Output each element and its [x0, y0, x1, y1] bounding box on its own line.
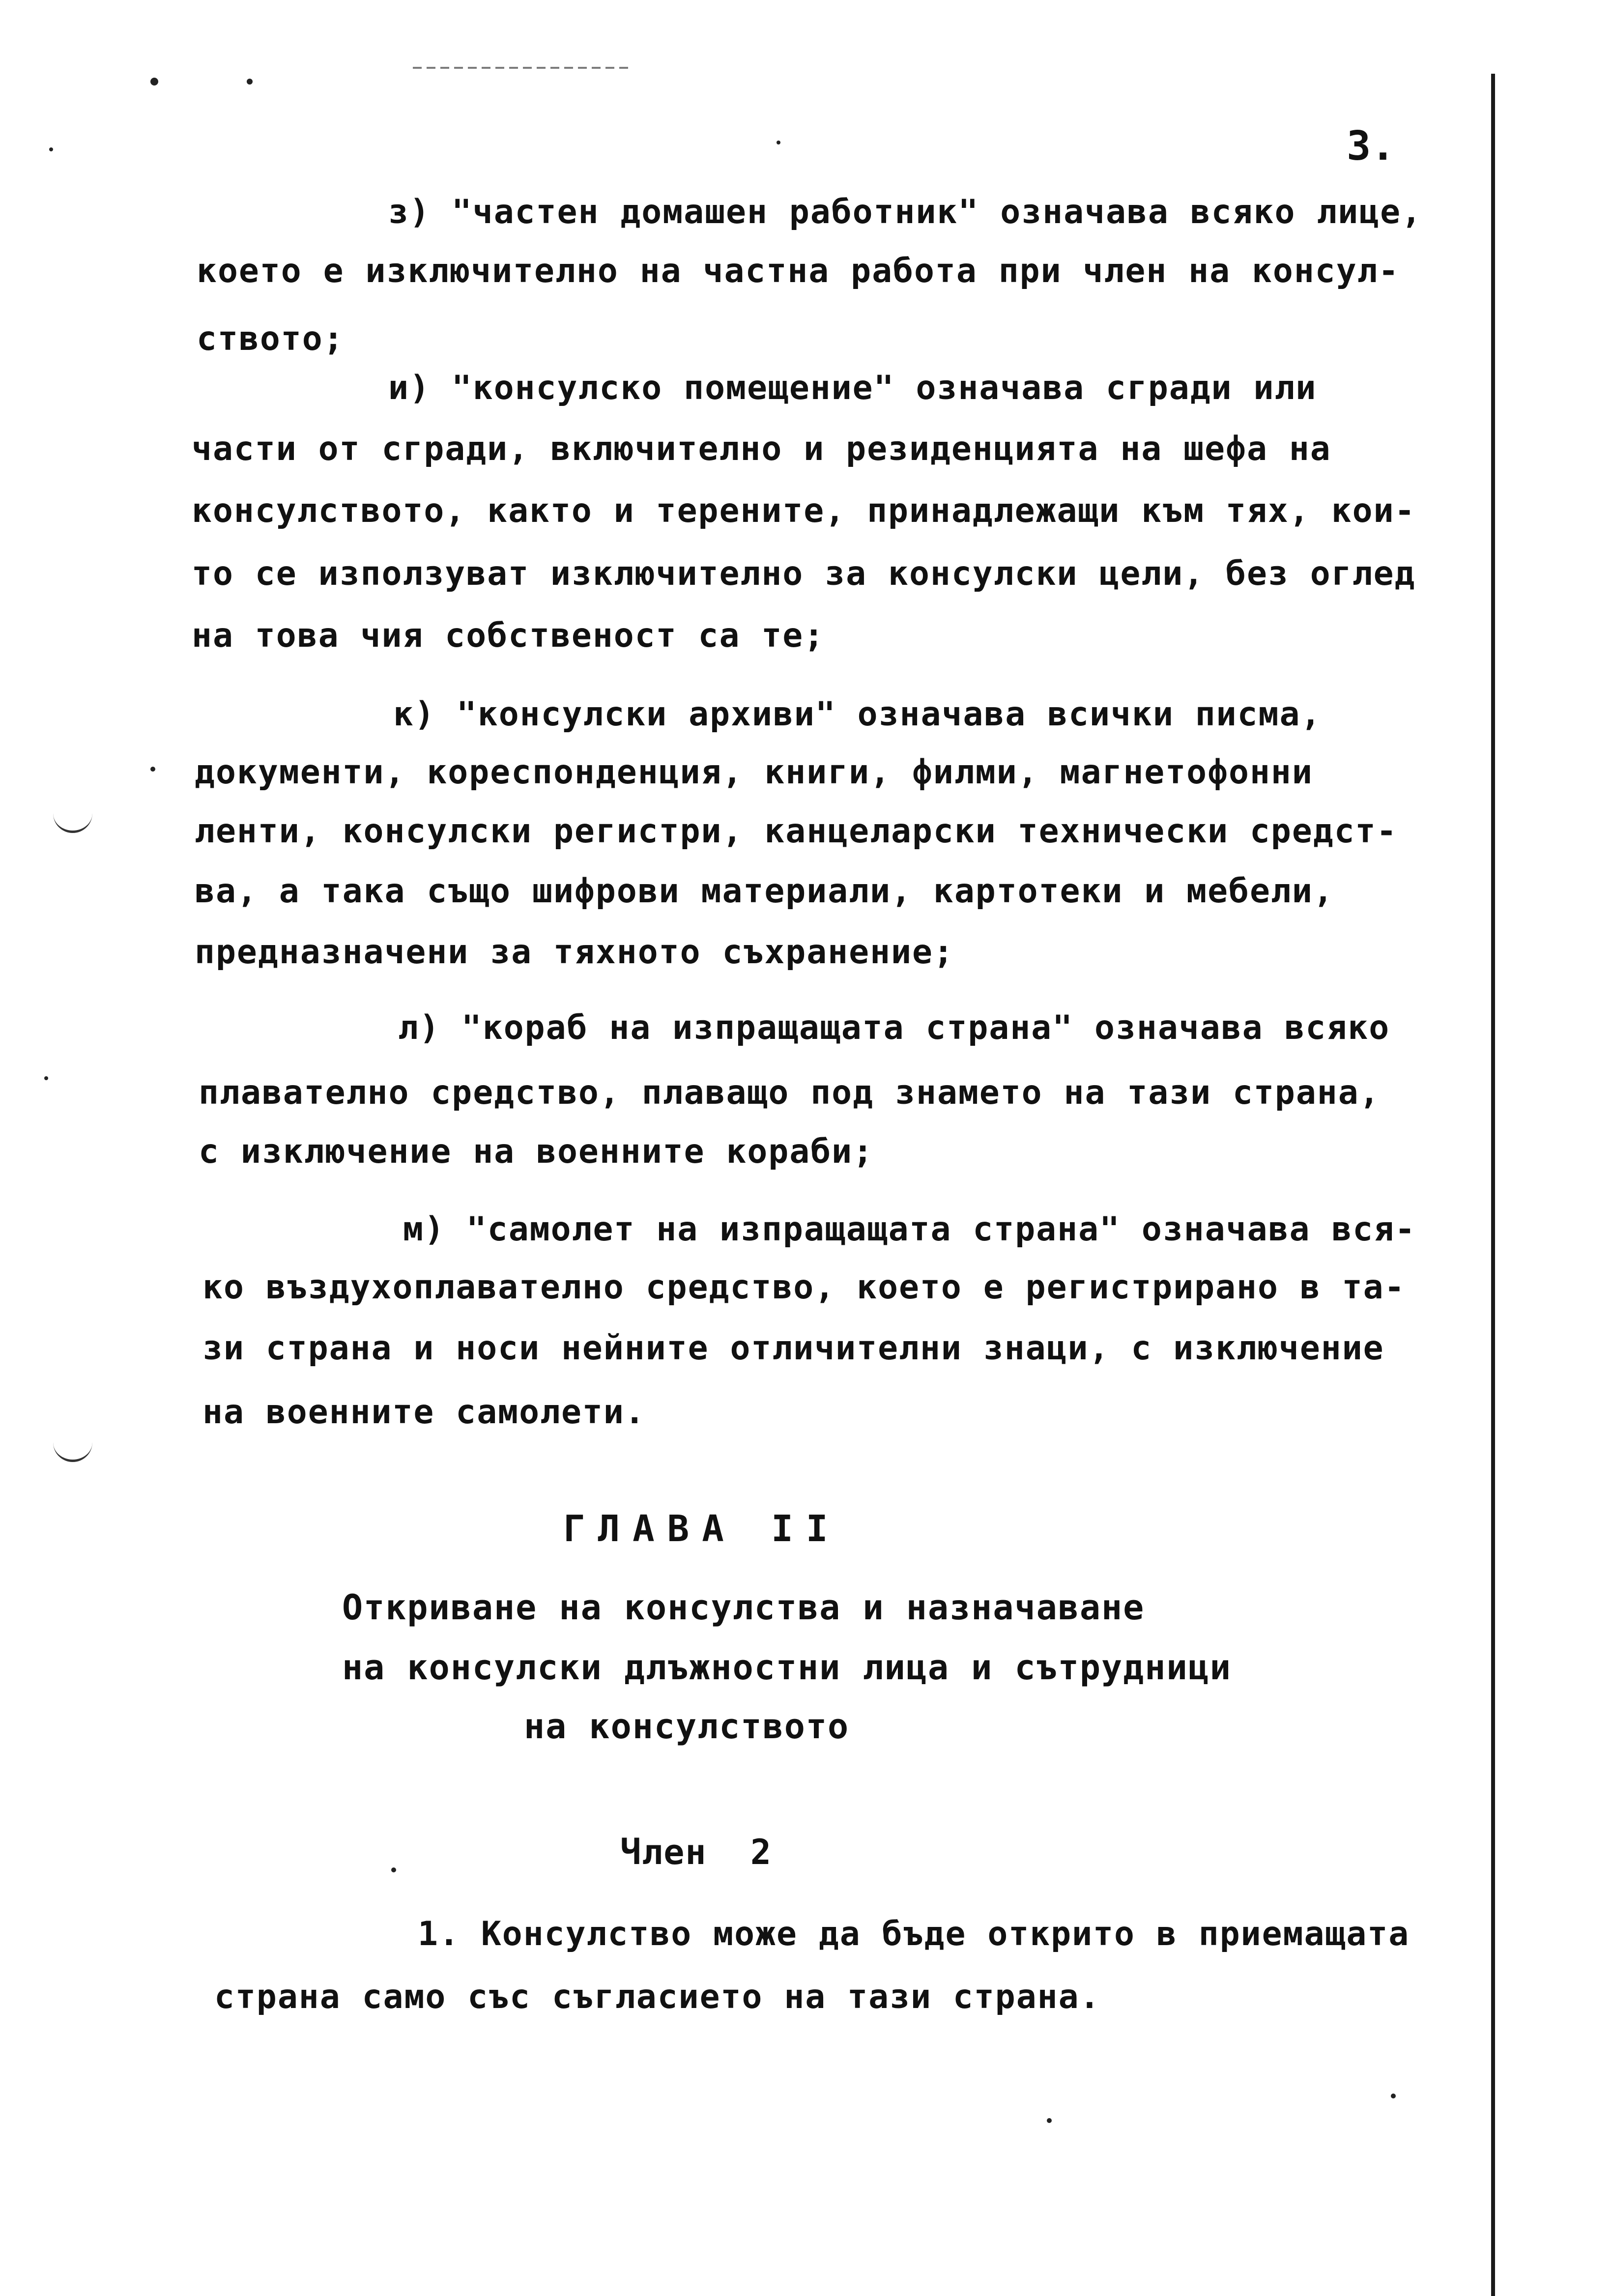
item-m-line-1: м) "самолет на изпращащата страна" означава вся- [403, 1210, 1416, 1249]
item-k-line-4: ва, а така също шифрови материали, картотеки и мебели, [195, 872, 1334, 911]
item-i-line-3: консулството, както и терените, принадлежащи към тях, кои- [192, 491, 1416, 530]
scan-speck [777, 141, 780, 144]
chapter-title: ГЛАВА II [563, 1508, 841, 1550]
article-paragraph-line-1: 1. Консулство може да бъде открито в приемащата [418, 1915, 1410, 1953]
chapter-subtitle-line-3: на консулството [524, 1706, 850, 1747]
scan-speck [44, 1076, 48, 1080]
item-z-line-3: ството; [197, 319, 345, 358]
scan-speck [49, 147, 53, 151]
item-k-line-1: к) "консулски архиви" означава всички писма, [393, 695, 1322, 734]
item-k-line-3: ленти, консулски регистри, канцеларски технически средст- [195, 812, 1398, 851]
scan-speck [391, 1867, 396, 1872]
chapter-subtitle-line-1: Откриване на консулства и назначаване [342, 1587, 1145, 1628]
item-i-line-2: части от сгради, включително и резиденцията на шефа на [192, 430, 1331, 468]
scan-speck [1047, 2118, 1052, 2123]
scan-speck [247, 79, 253, 85]
article-paragraph-line-2: страна само със съгласието на тази страна. [214, 1978, 1101, 2016]
scan-speck [1391, 2094, 1396, 2098]
item-i-line-4: то се използуват изключително за консулски цели, без оглед [192, 554, 1416, 593]
item-i-line-1: и) "консулско помещение" означава сгради или [388, 369, 1317, 407]
item-k-line-2: документи, кореспонденция, книги, филми, магнетофонни [195, 753, 1313, 792]
punch-hole-mark [53, 811, 92, 833]
punch-hole-mark [53, 1440, 92, 1462]
item-z-line-1: з) "частен домашен работник" означава всяко лице, [388, 193, 1423, 231]
item-l-line-1: л) "кораб на изпращащата страна" означава всяко [398, 1008, 1390, 1047]
item-k-line-5: предназначени за тяхното съхранение; [195, 933, 954, 972]
page-number: 3. [1347, 123, 1395, 170]
item-l-line-3: с изключение на военните кораби; [199, 1132, 874, 1171]
item-z-line-2: което е изключително на частна работа при член на консул- [197, 252, 1400, 290]
item-l-line-2: плавателно средство, плаващо под знамето на тази страна, [199, 1073, 1381, 1112]
chapter-subtitle-line-2: на консулски длъжностни лица и сътрудници [342, 1647, 1232, 1688]
scan-speck [150, 78, 158, 86]
item-m-line-4: на военните самолети. [202, 1393, 646, 1432]
scan-speck [150, 767, 155, 772]
item-m-line-2: ко въздухоплавателно средство, което е регистрирано в та- [202, 1268, 1406, 1307]
scan-artifact-dash [413, 67, 629, 69]
page-edge-line [1491, 74, 1495, 2296]
item-m-line-3: зи страна и носи нейните отличителни знаци, с изключение [202, 1329, 1384, 1368]
article-title: Член 2 [620, 1832, 773, 1872]
item-i-line-5: на това чия собственост са те; [192, 616, 825, 655]
